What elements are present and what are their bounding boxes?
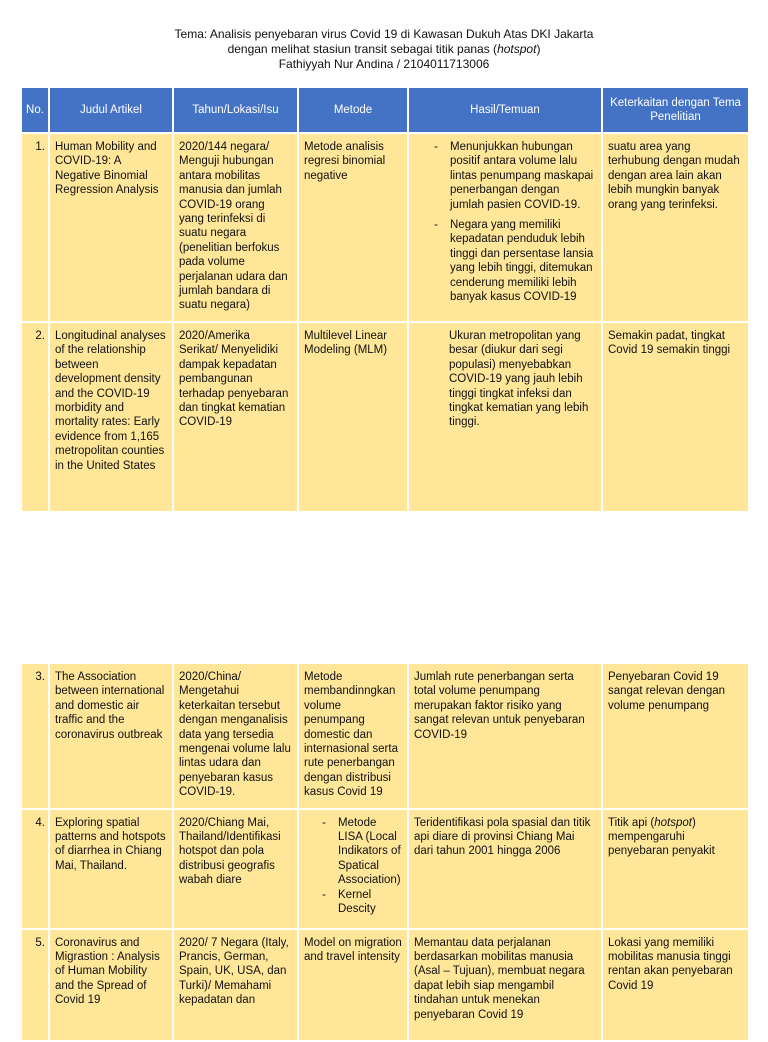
- row-number: 5.: [22, 930, 48, 1040]
- relevance: Titik api (hotspot) mempengaruhi penyebaran penyakit: [603, 810, 748, 928]
- article-title: Exploring spatial patterns and hotspots of diarrhea in Chiang Mai, Thailand.: [50, 810, 172, 928]
- relevance: Semakin padat, tingkat Covid 19 semakin tinggi: [603, 323, 748, 511]
- year-location-issue: 2020/ 7 Negara (Italy, Prancis, German, Spain, UK, USA, dan Turki)/ Memahami kepadatan dan: [174, 930, 297, 1040]
- header-author: Fathiyyah Nur Andina / 2104011713006: [278, 57, 490, 71]
- method-item: - Kernel Descity: [322, 888, 376, 916]
- column-header-hasil: Hasil/Temuan: [409, 88, 601, 132]
- findings: Memantau data perjalanan berdasarkan mobilitas manusia (Asal – Tujuan), membuat negara dapat lebih siap mengambil tindahan untuk menekan penyebaran Covid 19: [409, 930, 601, 1040]
- article-title: Coronavirus and Migrastion : Analysis of Human Mobility and the Spread of Covid 19: [50, 930, 172, 1040]
- method: Multilevel Linear Modeling (MLM): [299, 323, 407, 511]
- table-row: [22, 134, 748, 321]
- article-title: The Association between international and domestic air traffic and the coronavirus outbreak: [50, 664, 172, 808]
- method: [299, 810, 407, 928]
- method-item: - Metode LISA (Local Indikators of Spatical Association): [322, 816, 401, 887]
- document-header: [0, 27, 768, 72]
- findings: Jumlah rute penerbangan serta total volume penumpang merupakan faktor risiko yang sangat relevan untuk penyebaran COVID-19: [409, 664, 601, 808]
- article-title: Longitudinal analyses of the relationship between development density and the COVID-19 morbidity and mortality rates: Early evidence from 1,165 metropolitan counties in the United States: [50, 323, 172, 511]
- column-header-no: No.: [22, 88, 48, 132]
- header-subtitle: dengan melihat stasiun transit sebagai titik panas (hotspot): [227, 42, 541, 56]
- table-row: [22, 810, 748, 928]
- row-number: 2.: [22, 323, 48, 511]
- method: Metode membandinngkan volume penumpang domestic dan internasional serta rute penerbangan dengan distribusi kasus Covid 19: [299, 664, 407, 808]
- row-number: 3.: [22, 664, 48, 808]
- table-row: [22, 930, 748, 1040]
- finding-item: - Negara yang memiliki kepadatan penduduk lebih tinggi dan persentase lansia yang lebih tinggi, ditemukan cenderung memiliki lebih banyak kasus COVID-19: [434, 219, 594, 304]
- year-location-issue: 2020/Chiang Mai, Thailand/Identifikasi hotspot dan pola distribusi geografis wabah diare: [174, 810, 297, 928]
- year-location-issue: 2020/144 negara/ Menguji hubungan antara mobilitas manusia dan jumlah COVID-19 orang yang terinfeksi di suatu negara (penelitian berfokus pada volume perjalanan udara dan jumlah bandara di suatu negara): [174, 134, 297, 321]
- table-row: [22, 664, 748, 808]
- finding-item: - Menunjukkan hubungan positif antara volume lalu lintas penumpang maskapai penerbangan dengan jumlah pasien COVID-19.: [434, 141, 594, 211]
- relevance: Penyebaran Covid 19 sangat relevan dengan volume penumpang: [603, 664, 748, 808]
- method: Metode analisis regresi binomial negative: [299, 134, 407, 321]
- method: Model on migration and travel intensity: [299, 930, 407, 1040]
- year-location-issue: 2020/China/ Mengetahui keterkaitan tersebut dengan menganalisis data yang tersedia mengenai volume lalu lintas udara dan penyebaran kasus COVID-19.: [174, 664, 297, 808]
- column-header-keterkaitan: Keterkaitan dengan Tema Penelitian: [603, 88, 748, 132]
- header-title: Tema: Analisis penyebaran virus Covid 19 di Kawasan Dukuh Atas DKI Jakarta: [174, 27, 594, 41]
- row-number: 1.: [22, 134, 48, 321]
- relevance: Lokasi yang memiliki mobilitas manusia tinggi rentan akan penyebaran Covid 19: [603, 930, 748, 1040]
- table-row: [22, 323, 748, 511]
- column-header-judul: Judul Artikel: [50, 88, 172, 132]
- findings: Ukuran metropolitan yang besar (diukur dari segi populasi) menyebabkan COVID-19 yang jauh lebih tinggi tingkat infeksi dan tingkat kematian yang lebih tinggi.: [409, 323, 601, 511]
- literature-table-page-2: [20, 662, 750, 1042]
- column-header-metode: Metode: [299, 88, 407, 132]
- relevance: suatu area yang terhubung dengan mudah dengan area lain akan lebih mungkin banyak orang yang terinfeksi.: [603, 134, 748, 321]
- column-header-tahun: Tahun/Lokasi/Isu: [174, 88, 297, 132]
- article-title: Human Mobility and COVID-19: A Negative Binomial Regression Analysis: [50, 134, 172, 321]
- table-header-row: [22, 88, 748, 132]
- row-number: 4.: [22, 810, 48, 928]
- findings: [409, 134, 601, 321]
- findings: Teridentifikasi pola spasial dan titik api diare di provinsi Chiang Mai dari tahun 2001 hingga 2006: [409, 810, 601, 928]
- literature-table-page-1: [20, 86, 750, 513]
- year-location-issue: 2020/Amerika Serikat/ Menyelidiki dampak kepadatan pembangunan terhadap penyebaran dan tingkat kematian COVID-19: [174, 323, 297, 511]
